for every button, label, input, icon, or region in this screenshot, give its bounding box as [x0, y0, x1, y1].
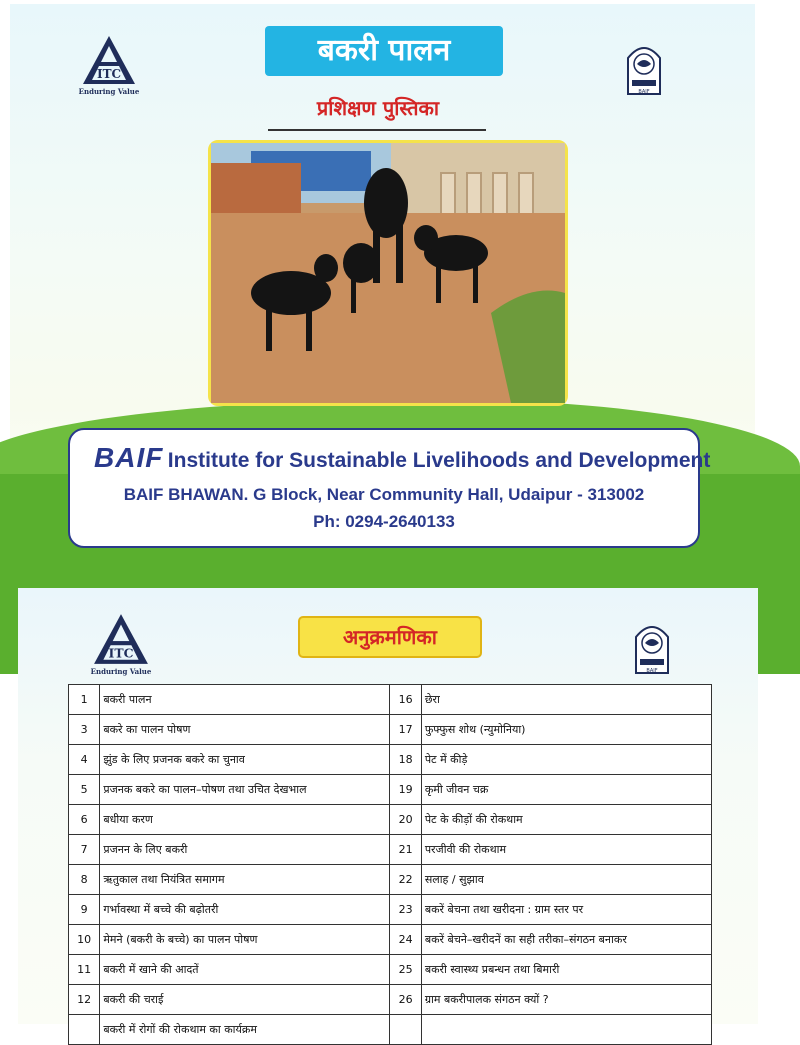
index-entry-title: मेमने (बकरी के बच्चे) का पालन पोषण [100, 925, 390, 955]
index-page-number: 10 [69, 925, 100, 955]
index-page-number [69, 1015, 100, 1045]
index-entry-title: पेट में कीड़े [421, 745, 711, 775]
index-title: अनुक्रमणिका [298, 616, 482, 658]
index-row [69, 715, 712, 745]
itc-logo [74, 34, 144, 96]
svg-text:BAIF: BAIF [646, 668, 658, 674]
baif-seal-icon [632, 614, 672, 678]
index-row [69, 1015, 712, 1045]
institute-phone: Ph: 0294-2640133 [313, 512, 455, 531]
goats-photo [208, 140, 568, 406]
index-row [69, 895, 712, 925]
index-page-number: 22 [390, 865, 421, 895]
index-page-number: 3 [69, 715, 100, 745]
index-page-number: 16 [390, 685, 421, 715]
index-page-number: 4 [69, 745, 100, 775]
index-entry-title: बकरी पालन [100, 685, 390, 715]
index-page-number [390, 1015, 421, 1045]
index-row [69, 835, 712, 865]
itc-logo-icon [92, 612, 150, 666]
index-row [69, 775, 712, 805]
index-row [69, 805, 712, 835]
baif-seal-icon [624, 36, 664, 98]
institute-heading [94, 442, 711, 474]
index-table [68, 684, 712, 1045]
index-entry-title: बकरी की चराई [100, 985, 390, 1015]
index-page-number: 20 [390, 805, 421, 835]
index-page-number: 17 [390, 715, 421, 745]
index-entry-title: ऋतुकाल तथा नियंत्रित समागम [100, 865, 390, 895]
baif-seal [624, 36, 664, 102]
index-page-number: 23 [390, 895, 421, 925]
cover-page [10, 4, 755, 580]
itc-tagline: Enduring Value [78, 87, 140, 96]
index-entry-title [421, 1015, 711, 1045]
goats-photo-image [211, 143, 565, 403]
index-entry-title: प्रजनक बकरे का पालन–पोषण तथा उचित देखभाल [100, 775, 390, 805]
svg-text:ITC: ITC [108, 645, 134, 661]
index-page-number: 11 [69, 955, 100, 985]
index-entry-title: कृमी जीवन चक्र [421, 775, 711, 805]
index-page-number: 5 [69, 775, 100, 805]
index-page-number: 24 [390, 925, 421, 955]
index-entry-title: बकरी में खाने की आदतें [100, 955, 390, 985]
baif-seal [632, 614, 672, 682]
index-row [69, 925, 712, 955]
index-entry-title: गर्भावस्था में बच्चे की बढ़ोतरी [100, 895, 390, 925]
index-page [18, 588, 758, 1036]
index-page-number: 1 [69, 685, 100, 715]
index-entry-title: झुंड के लिए प्रजनक बकरे का चुनाव [100, 745, 390, 775]
index-entry-title: ग्राम बकरीपालक संगठन क्यों ? [421, 985, 711, 1015]
index-entry-title: बकरें बेचने–खरीदनें का सही तरीका–संगठन बनाकर [421, 925, 711, 955]
index-entry-title: बकरी स्वास्थ्य प्रबन्धन तथा बिमारी [421, 955, 711, 985]
index-page-number: 25 [390, 955, 421, 985]
itc-logo-icon [81, 34, 137, 86]
index-entry-title: परजीवी की रोकथाम [421, 835, 711, 865]
svg-text:BAIF: BAIF [638, 89, 650, 95]
index-row [69, 955, 712, 985]
index-page-number: 8 [69, 865, 100, 895]
subtitle-underline [268, 129, 486, 131]
index-page-number: 18 [390, 745, 421, 775]
index-entry-title: सलाह / सुझाव [421, 865, 711, 895]
institute-address-box [68, 428, 711, 548]
index-entry-title: बकरें बेचना तथा खरीदना : ग्राम स्तर पर [421, 895, 711, 925]
index-page-number: 7 [69, 835, 100, 865]
index-row [69, 865, 712, 895]
index-entry-title: प्रजनन के लिए बकरी [100, 835, 390, 865]
baif-brand: BAIF [94, 442, 164, 473]
index-row [69, 745, 712, 775]
index-entry-title: बकरी में रोगों की रोकथाम का कार्यक्रम [100, 1015, 390, 1045]
itc-logo [86, 612, 156, 676]
index-page-number: 26 [390, 985, 421, 1015]
book-subtitle: प्रशिक्षण पुस्तिका [316, 96, 440, 120]
index-entry-title: छेरा [421, 685, 711, 715]
itc-tagline: Enduring Value [90, 667, 152, 676]
index-page-number: 19 [390, 775, 421, 805]
index-entry-title: बधीया करण [100, 805, 390, 835]
index-entry-title: बकरे का पालन पोषण [100, 715, 390, 745]
index-page-number: 21 [390, 835, 421, 865]
index-page-number: 12 [69, 985, 100, 1015]
book-title: बकरी पालन [265, 26, 503, 76]
index-entry-title: पेट के कीड़ों की रोकथाम [421, 805, 711, 835]
index-entry-title: फुफ्फुस शोथ (न्युमोनिया) [421, 715, 711, 745]
institute-address: BAIF BHAWAN. G Block, Near Community Hall, Udaipur - 313002 [123, 485, 645, 504]
index-row [69, 685, 712, 715]
index-row [69, 985, 712, 1015]
institute-name: Institute for Sustainable Livelihoods and Development [167, 449, 711, 472]
svg-text:ITC: ITC [96, 67, 122, 81]
index-page-number: 6 [69, 805, 100, 835]
index-page-number: 9 [69, 895, 100, 925]
